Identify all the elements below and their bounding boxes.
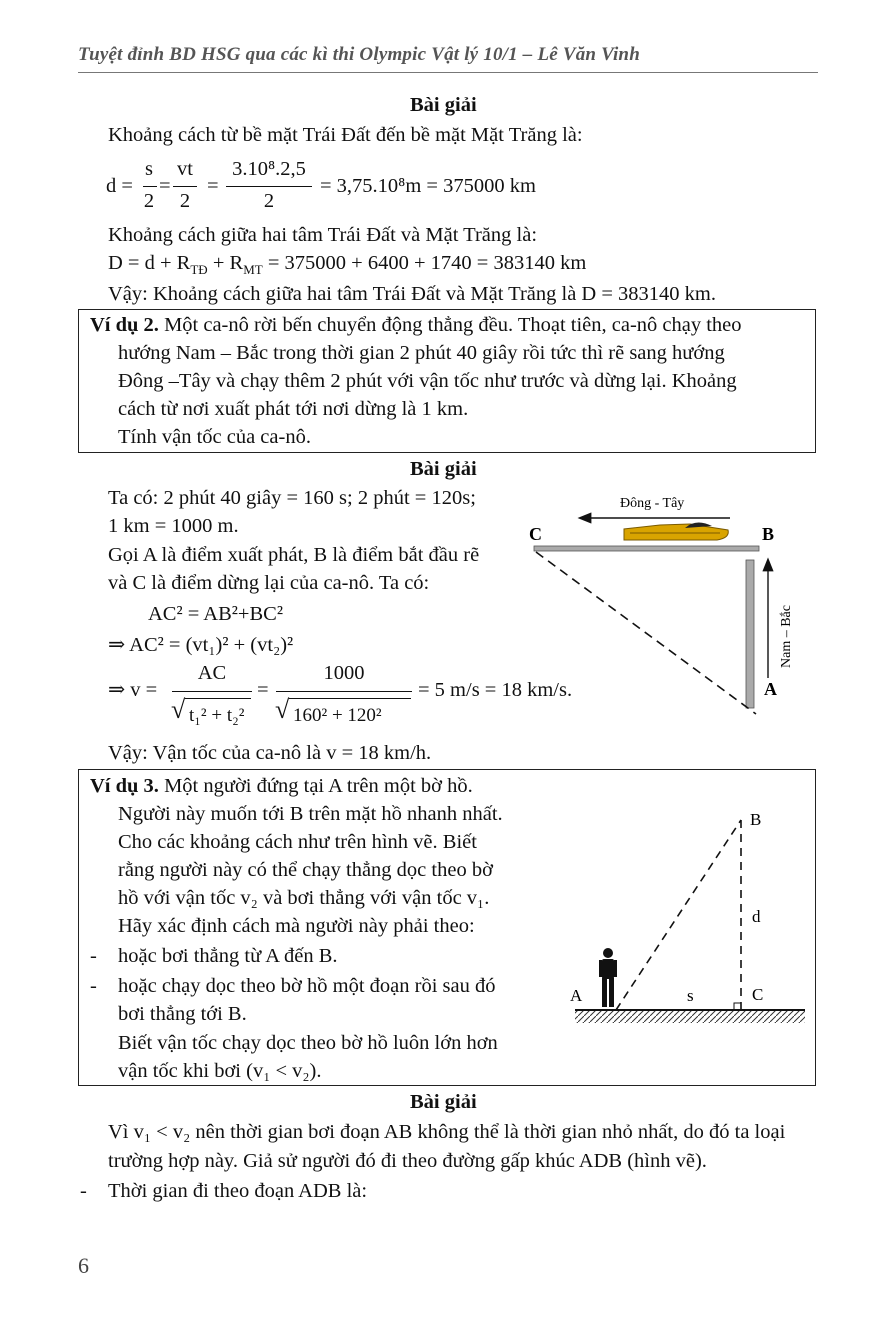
segment-ab xyxy=(616,820,741,1010)
sol1-line-1: Khoảng cách từ bề mặt Trái Đất đến bề mặt Mặt Trăng là: xyxy=(108,124,583,146)
eq-d-label: d = xyxy=(106,175,133,197)
ex2-line-5: Tính vận tốc của ca-nô. xyxy=(118,426,311,448)
label-a: A xyxy=(764,679,777,699)
solution-1-title: Bài giải xyxy=(410,94,477,116)
label-c: C xyxy=(529,524,542,544)
lake-figure xyxy=(560,800,810,1035)
hypotenuse-ac xyxy=(536,552,756,714)
solution-3-title: Bài giải xyxy=(410,1091,477,1113)
ground-hatch xyxy=(575,1011,805,1023)
frac-line xyxy=(173,186,197,187)
eq-2b: 2 xyxy=(179,190,191,212)
label-dong-tay: Đông - Tây xyxy=(620,496,685,511)
frac-line xyxy=(143,186,157,187)
eq-ac: AC xyxy=(197,662,227,684)
sqrt-bar xyxy=(289,698,411,699)
canoe-figure xyxy=(520,488,794,718)
sol1-line-2: Khoảng cách giữa hai tâm Trái Đất và Mặt Trăng là: xyxy=(108,224,538,246)
sol2-line-2: 1 km = 1000 m. xyxy=(108,515,239,537)
label-d: d xyxy=(752,907,761,926)
sol2-line-1: Ta có: 2 phút 40 giây = 160 s; 2 phút = 120s; xyxy=(108,487,476,509)
sol2-line-3: Gọi A là điểm xuất phát, B là điểm bắt đầu rẽ xyxy=(108,544,480,566)
ex3-line-10: Biết vận tốc chạy dọc theo bờ hồ luôn lớn hơn xyxy=(118,1032,498,1054)
sol1-line-3: $D = d + R_{TĐ} + R_{MT} = 375000 + 6400 + 1740 = 383140$ km xyxy=(108,252,587,278)
label-a: A xyxy=(570,986,583,1005)
ex3-line-8: hoặc chạy dọc theo bờ hồ một đoạn rồi sau đó xyxy=(118,975,496,997)
sol2-line-7: Vậy: Vận tốc của ca-nô là v = 18 km/h. xyxy=(108,742,432,764)
ex2-label: Ví dụ 2. xyxy=(90,314,159,336)
ex3-line-1 xyxy=(90,772,473,800)
eq-result: = 3,75.10⁸m = 375000 km xyxy=(320,175,536,197)
ex3-line-6: Hãy xác định cách mà người này phải theo: xyxy=(118,915,475,937)
eq-den-1: t₁² + t₂² xyxy=(189,705,245,726)
ex3-text-1: Một người đứng tại A trên một bờ hồ. xyxy=(164,775,473,797)
canoe-icon xyxy=(624,522,728,540)
label-b: B xyxy=(750,810,762,829)
ex2-line-2: hướng Nam – Bắc trong thời gian 2 phút 40 giây rồi tức thì rẽ sang hướng xyxy=(118,342,725,364)
solution-2-title: Bài giải xyxy=(410,458,477,480)
sol3-dash: - xyxy=(80,1180,87,1202)
eq-v-label: ⇒ v = xyxy=(108,679,158,701)
eq-s: s xyxy=(145,158,153,180)
ex3-dash-1: - xyxy=(90,945,97,967)
eq-result-2: = 5 m/s = 18 km/s. xyxy=(418,679,573,701)
right-angle-mark xyxy=(734,1003,741,1010)
ex3-line-4: rằng người này có thể chạy thẳng dọc theo bờ xyxy=(118,859,493,881)
sol3-line-2: trường hợp này. Giả sử người đó đi theo đường gấp khúc ADB (hình vẽ). xyxy=(108,1150,707,1172)
sol3-line-1: Vì v₁ < v₂ nên thời gian bơi đoạn AB không thể là thời gian nhỏ nhất, do đó ta loại xyxy=(108,1121,786,1143)
running-header: Tuyệt đỉnh BD HSG qua các kì thi Olympic Vật lý 10/1 – Lê Văn Vinh xyxy=(78,44,640,65)
eq-vt: vt xyxy=(177,158,193,180)
sqrt-bar xyxy=(185,698,251,699)
ex3-dash-2: - xyxy=(90,975,97,997)
ex3-label: Ví dụ 3. xyxy=(90,775,159,797)
sol2-line-4: và C là điểm dừng lại của ca-nô. Ta có: xyxy=(108,572,430,594)
label-s: s xyxy=(687,986,694,1005)
ex2-line-3: Đông –Tây và chạy thêm 2 phút với vận tốc như trước và dừng lại. Khoảng xyxy=(118,370,737,392)
side-bar xyxy=(746,560,754,708)
ex3-line-7: hoặc bơi thẳng từ A đến B. xyxy=(118,945,338,967)
sqrt-sign: √ xyxy=(171,695,186,724)
ex2-text-1: Một ca-nô rời bến chuyển động thẳng đều. Thoạt tiên, ca-nô chạy theo xyxy=(164,314,742,336)
eq-2a: 2 xyxy=(143,190,155,212)
page-number: 6 xyxy=(78,1253,89,1278)
label-nam-bac: Nam – Bắc xyxy=(779,605,794,668)
ex3-line-9: bơi thẳng tới B. xyxy=(118,1003,247,1025)
sqrt-sign: √ xyxy=(275,695,290,724)
eq-den-2: 160² + 120² xyxy=(293,705,382,726)
sol2-line-6: ⇒ AC² = (vt₁)² + (vt₂)² xyxy=(108,634,294,656)
frac-line xyxy=(172,691,252,692)
ex3-line-2: Người này muốn tới B trên mặt hồ nhanh nhất. xyxy=(118,803,503,825)
eq-2c: 2 xyxy=(263,190,275,212)
eq-numerator: 3.10⁸.2,5 xyxy=(232,158,306,180)
eq-equal: = xyxy=(257,679,269,701)
top-bar xyxy=(534,546,759,551)
frac-line xyxy=(226,186,312,187)
sol2-line-5: AC² = AB²+BC² xyxy=(148,603,283,625)
person-icon xyxy=(599,948,617,1007)
eq-equal: = xyxy=(159,175,171,197)
label-c: C xyxy=(752,985,764,1004)
eq-equal: = xyxy=(207,175,219,197)
ex3-line-11: vận tốc khi bơi (v₁ < v₂). xyxy=(118,1060,322,1082)
ex3-line-5: hồ với vận tốc v₂ và bơi thẳng với vận tốc v₁. xyxy=(118,887,490,909)
sol3-line-3: Thời gian đi theo đoạn ADB là: xyxy=(108,1180,368,1202)
ex2-line-1 xyxy=(90,311,742,339)
frac-line xyxy=(276,691,412,692)
eq-1000: 1000 xyxy=(323,662,365,684)
header-rule xyxy=(78,72,818,73)
sol1-line-4: Vậy: Khoảng cách giữa hai tâm Trái Đất và Mặt Trăng là D = 383140 km. xyxy=(108,283,716,305)
label-b: B xyxy=(762,524,775,544)
ex3-line-3: Cho các khoảng cách như trên hình vẽ. Biết xyxy=(118,831,477,853)
ex2-line-4: cách từ nơi xuất phát tới nơi dừng là 1 km. xyxy=(118,398,469,420)
